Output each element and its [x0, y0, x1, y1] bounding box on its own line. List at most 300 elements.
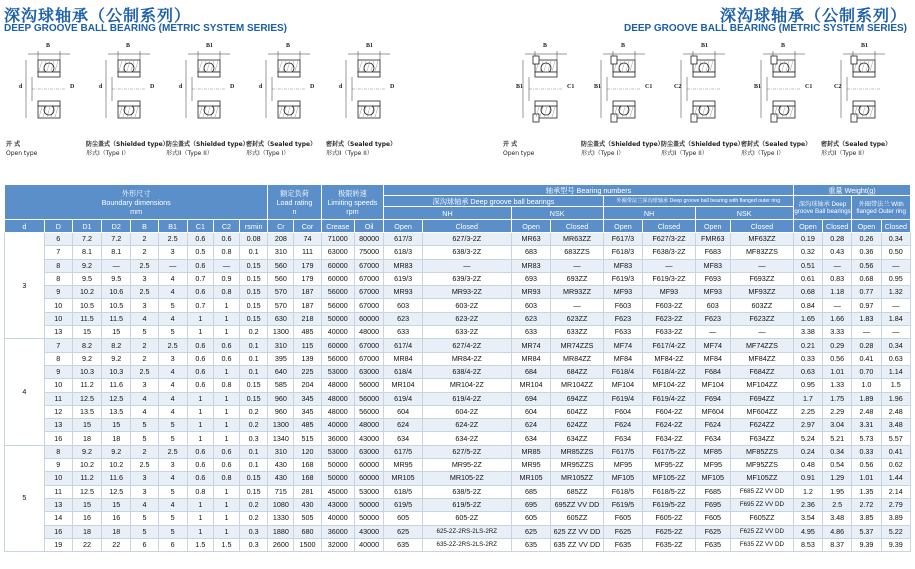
bearing-diagrams — [0, 42, 915, 172]
table-cell: 12 — [44, 405, 72, 418]
table-cell: F618/5 — [603, 485, 643, 498]
table-cell: 2.97 — [793, 419, 822, 432]
table-cell: 0.1 — [240, 459, 268, 472]
table-cell: 0.84 — [793, 299, 822, 312]
table-cell: 4 — [158, 365, 187, 378]
table-cell: 0.95 — [881, 272, 910, 285]
column-header: rsmin — [240, 220, 268, 233]
diagram-caption-form: Open type — [6, 149, 38, 157]
table-cell: 11 — [44, 392, 72, 405]
table-cell: 4 — [131, 498, 158, 511]
column-header: D — [44, 220, 72, 233]
table-cell: 430 — [294, 498, 321, 511]
diagram-caption-type: 密封式（Sealed type） — [246, 141, 317, 148]
table-cell: 604 — [511, 405, 551, 418]
table-cell: 2 — [131, 339, 158, 352]
table-cell: 625 ZZ VV DD — [551, 525, 603, 538]
table-cell: 2.79 — [881, 498, 910, 511]
diagram-caption-form: Open type — [503, 149, 535, 157]
table-cell: 9 — [44, 286, 72, 299]
table-cell: — — [422, 259, 511, 272]
table-cell: 505 — [294, 512, 321, 525]
table-cell: 0.33 — [852, 445, 881, 458]
table-cell: 45000 — [321, 485, 354, 498]
column-header: C2 — [213, 220, 239, 233]
table-cell: 2.5 — [131, 259, 158, 272]
table-cell: 1340 — [268, 432, 294, 445]
header-load-en: Load rating — [276, 197, 313, 207]
table-cell: MF95 — [603, 459, 643, 472]
table-cell: 3.85 — [852, 512, 881, 525]
table-cell: 120 — [294, 445, 321, 458]
table-cell: 53000 — [321, 445, 354, 458]
table-cell: 0.2 — [240, 405, 268, 418]
table-cell: 617/4 — [384, 339, 423, 352]
header-boundary — [5, 185, 268, 220]
diagram-caption-form: 形式II（Type II） — [166, 149, 213, 157]
title-cn-right: 深沟球轴承（公制系列） — [719, 6, 907, 25]
diagram-dimension-label: d — [19, 84, 23, 90]
table-cell: MF83 — [695, 259, 731, 272]
table-cell: F684 — [695, 365, 731, 378]
table-cell: 0.6 — [187, 233, 213, 246]
diagram-dimension-label: B — [126, 43, 131, 49]
table-cell: 1.84 — [881, 312, 910, 325]
table-cell: 624-2Z — [422, 419, 511, 432]
table-cell: 635-2Z-2RS-2LS-2RZ — [422, 538, 511, 551]
column-header: Closed — [551, 220, 603, 233]
table-cell: 0.8 — [213, 246, 239, 259]
table-cell: 633 — [511, 326, 551, 339]
table-cell: 624 — [384, 419, 423, 432]
table-cell: 0.6 — [187, 472, 213, 485]
table-cell: 50000 — [321, 472, 354, 485]
table-cell: F624ZZ — [731, 419, 794, 432]
table-cell: 0.41 — [881, 445, 910, 458]
column-header: d — [5, 220, 45, 233]
table-cell: 1 — [213, 485, 239, 498]
table-cell: 4 — [158, 272, 187, 285]
diagram-dimension-label: d — [99, 84, 103, 90]
table-cell: 0.6 — [187, 259, 213, 272]
table-cell: MF85 — [695, 445, 731, 458]
table-cell: FMR63 — [695, 233, 731, 246]
table-cell: — — [881, 326, 910, 339]
table-cell: 10.6 — [102, 286, 131, 299]
table-cell: 1.5 — [213, 538, 239, 551]
table-cell: 619/4-2Z — [422, 392, 511, 405]
table-cell: 605 — [511, 512, 551, 525]
table-cell: 3.48 — [881, 419, 910, 432]
table-cell: — — [852, 326, 881, 339]
table-cell: 4 — [158, 379, 187, 392]
table-row — [5, 445, 911, 458]
table-cell: F618/3 — [603, 246, 643, 259]
table-cell: 693ZZ — [551, 272, 603, 285]
table-cell: 0.15 — [240, 299, 268, 312]
table-cell: 15 — [102, 498, 131, 511]
table-cell: 60000 — [321, 339, 354, 352]
table-cell: F617/5-2Z — [643, 445, 695, 458]
table-cell: 1 — [213, 365, 239, 378]
table-cell: 115 — [294, 339, 321, 352]
table-row — [5, 525, 911, 538]
table-cell: 11.2 — [72, 379, 101, 392]
table-row — [5, 246, 911, 259]
table-row — [5, 365, 911, 378]
table-cell: F619/3 — [603, 272, 643, 285]
table-cell: F605 — [695, 512, 731, 525]
table-cell: 604-2Z — [422, 405, 511, 418]
table-cell: MR93 — [511, 286, 551, 299]
table-cell: 603 — [511, 299, 551, 312]
table-cell: 218 — [294, 312, 321, 325]
table-cell: 310 — [268, 445, 294, 458]
table-cell: 0.2 — [240, 512, 268, 525]
table-cell: 1 — [213, 405, 239, 418]
table-cell: 56000 — [355, 392, 384, 405]
diagram-caption-type: 开 式 — [503, 141, 518, 148]
table-cell: MR84 — [511, 352, 551, 365]
table-cell: 7.2 — [72, 233, 101, 246]
table-cell: 633-2Z — [422, 326, 511, 339]
diagram-caption — [326, 141, 396, 158]
table-cell: 635 ZZ VV DD — [551, 538, 603, 551]
table-cell: 0.6 — [187, 445, 213, 458]
column-header: Closed — [643, 220, 695, 233]
table-cell: F618/5-2Z — [643, 485, 695, 498]
table-cell: 9.5 — [102, 272, 131, 285]
header-nh-1: NH — [384, 207, 511, 220]
table-cell: 0.15 — [240, 286, 268, 299]
table-cell: F603 — [603, 299, 643, 312]
table-cell: 0.41 — [852, 352, 881, 365]
table-cell: 56000 — [321, 352, 354, 365]
table-cell: 684ZZ — [551, 365, 603, 378]
table-cell: 9 — [44, 459, 72, 472]
table-cell: 635 — [384, 538, 423, 551]
table-cell: 60000 — [321, 259, 354, 272]
table-cell: 3.54 — [793, 512, 822, 525]
table-cell: 0.1 — [240, 445, 268, 458]
table-cell: 60000 — [321, 272, 354, 285]
table-cell: 9.2 — [72, 259, 101, 272]
table-cell: 619/4 — [384, 392, 423, 405]
table-cell: MF104ZZ — [731, 379, 794, 392]
table-cell: 1.2 — [793, 485, 822, 498]
table-cell: 634-2Z — [422, 432, 511, 445]
table-cell: 619/3 — [384, 272, 423, 285]
table-cell: 515 — [294, 432, 321, 445]
table-body — [5, 233, 911, 552]
table-row — [5, 419, 911, 432]
diagram-dimension-label: B1 — [594, 84, 602, 90]
table-cell: 5.37 — [852, 525, 881, 538]
table-cell: 630 — [268, 312, 294, 325]
table-cell: 9.2 — [102, 352, 131, 365]
table-cell: 56000 — [321, 286, 354, 299]
table-cell: MF63ZZ — [731, 233, 794, 246]
diagram-dimension-label: B1 — [206, 43, 214, 49]
table-cell: 187 — [294, 286, 321, 299]
table-cell: 625 — [384, 525, 423, 538]
diagram-dimension-label: B — [621, 43, 626, 49]
table-cell: 0.7 — [187, 272, 213, 285]
bore-diameter-cell: 5 — [5, 445, 45, 551]
diagram-dimension-label: D — [70, 84, 75, 90]
table-cell: 48000 — [321, 392, 354, 405]
table-cell: 5.24 — [793, 432, 822, 445]
table-cell: 1.01 — [852, 472, 881, 485]
table-cell: F635-2Z — [643, 538, 695, 551]
table-cell: 50000 — [321, 459, 354, 472]
table-cell: MF95-2Z — [643, 459, 695, 472]
table-cell: F605ZZ — [731, 512, 794, 525]
table-cell: 960 — [268, 392, 294, 405]
column-header: Cor — [294, 220, 321, 233]
table-cell: 3.89 — [881, 512, 910, 525]
table-cell: 50000 — [321, 312, 354, 325]
table-cell: 10 — [44, 472, 72, 485]
table-cell: MF84 — [603, 352, 643, 365]
table-cell: 43000 — [355, 432, 384, 445]
table-cell: 1 — [187, 392, 213, 405]
table-cell: 0.08 — [240, 233, 268, 246]
column-header: Oil — [355, 220, 384, 233]
table-cell: 623 — [384, 312, 423, 325]
table-cell: 1.35 — [852, 485, 881, 498]
header-load-unit: n — [292, 206, 297, 216]
table-cell: 603-2Z — [422, 299, 511, 312]
table-cell: 4 — [131, 392, 158, 405]
table-cell: MR104ZZ — [551, 379, 603, 392]
table-cell: 56000 — [321, 299, 354, 312]
table-cell: F624-2Z — [643, 419, 695, 432]
table-cell: MR95ZZS — [551, 459, 603, 472]
diagram-dimension-label: D — [150, 84, 155, 90]
table-cell: 4 — [158, 286, 187, 299]
table-cell: 0.34 — [823, 445, 852, 458]
table-cell: F625 — [603, 525, 643, 538]
diagram-caption-type: 密封式（Sealed type） — [741, 141, 812, 148]
table-cell: 60000 — [355, 459, 384, 472]
table-cell: 0.6 — [187, 339, 213, 352]
diagram-caption-type: 防尘盖式（Shielded type） — [661, 141, 744, 148]
table-cell: 19 — [44, 538, 72, 551]
table-cell: 625 — [511, 525, 551, 538]
table-cell: 2.36 — [793, 498, 822, 511]
column-header: B — [131, 220, 158, 233]
table-cell: F625-2Z — [643, 525, 695, 538]
table-cell: — — [643, 259, 695, 272]
table-cell: 0.8 — [187, 485, 213, 498]
table-cell: 10 — [44, 312, 72, 325]
table-cell: 680 — [294, 525, 321, 538]
table-cell: 0.8 — [213, 379, 239, 392]
table-cell: 624 — [511, 419, 551, 432]
table-cell: 1500 — [294, 538, 321, 551]
table-cell: 0.6 — [187, 459, 213, 472]
table-cell: 693 — [511, 272, 551, 285]
table-cell: 1.0 — [852, 379, 881, 392]
table-cell: 570 — [268, 286, 294, 299]
table-cell: 4 — [158, 405, 187, 418]
table-cell: 603 — [384, 299, 423, 312]
table-cell: 619/5-2Z — [422, 498, 511, 511]
table-cell: 281 — [294, 485, 321, 498]
diagram-dimension-label: B — [781, 43, 786, 49]
table-cell: 48000 — [355, 419, 384, 432]
table-cell: MF105-2Z — [643, 472, 695, 485]
table-cell: 1.95 — [823, 485, 852, 498]
table-cell: 604 — [384, 405, 423, 418]
table-cell: 60000 — [355, 472, 384, 485]
table-cell: — — [551, 259, 603, 272]
table-cell: MF93 — [695, 286, 731, 299]
table-row — [5, 538, 911, 551]
table-cell: 685ZZ — [551, 485, 603, 498]
table-cell: 139 — [294, 352, 321, 365]
header-boundary-cn: 外形尺寸 — [121, 188, 151, 198]
table-cell: 3 — [158, 352, 187, 365]
diagram-caption — [6, 141, 37, 158]
table-cell: 485 — [294, 419, 321, 432]
table-cell: F619/5 — [603, 498, 643, 511]
table-cell: MR104-2Z — [422, 379, 511, 392]
table-cell: 15 — [72, 326, 101, 339]
table-cell: 695 — [511, 498, 551, 511]
diagram-caption-form: 形式II（Type II） — [326, 149, 373, 157]
table-cell: 18 — [72, 525, 101, 538]
table-cell: 310 — [268, 339, 294, 352]
table-cell: 1 — [213, 299, 239, 312]
table-cell: 4.86 — [823, 525, 852, 538]
table-cell: 56000 — [355, 379, 384, 392]
table-cell: 0.68 — [793, 286, 822, 299]
diagram-dimension-label: B — [286, 43, 291, 49]
table-cell: 36000 — [321, 432, 354, 445]
title-en-left: DEEP GROOVE BALL BEARING (METRIC SYSTEM SERIES) — [4, 23, 287, 34]
table-cell: 56000 — [355, 405, 384, 418]
table-cell: 10.3 — [102, 365, 131, 378]
table-cell: 5.73 — [852, 432, 881, 445]
table-row — [5, 339, 911, 352]
table-cell: MF105 — [603, 472, 643, 485]
table-cell: 0.2 — [240, 498, 268, 511]
column-header: Open — [511, 220, 551, 233]
table-cell: 0.15 — [240, 392, 268, 405]
table-cell: MF95ZZS — [731, 459, 794, 472]
table-cell: 10.2 — [72, 459, 101, 472]
table-cell: 6 — [131, 538, 158, 551]
column-header: Open — [852, 220, 881, 233]
table-row — [5, 312, 911, 325]
table-cell: 0.6 — [213, 339, 239, 352]
table-cell: 4 — [131, 312, 158, 325]
diagram-caption — [581, 141, 664, 158]
table-cell: 1.7 — [793, 392, 822, 405]
table-cell: 67000 — [355, 352, 384, 365]
table-cell: 0.8 — [213, 472, 239, 485]
table-cell: 1880 — [268, 525, 294, 538]
table-cell: 18 — [102, 525, 131, 538]
table-cell: 1 — [187, 512, 213, 525]
table-row — [5, 498, 911, 511]
column-header: Open — [695, 220, 731, 233]
table-cell: 71000 — [321, 233, 354, 246]
table-cell: 8 — [44, 272, 72, 285]
header-weight-deep: 深沟球轴承 Deep groove Ball bearings — [793, 196, 852, 220]
column-header: Open — [793, 220, 822, 233]
table-cell: 684 — [511, 365, 551, 378]
table-cell: MR85 — [511, 445, 551, 458]
table-cell: 623-2Z — [422, 312, 511, 325]
table-cell: 18 — [102, 432, 131, 445]
table-cell: 0.43 — [823, 246, 852, 259]
table-cell: 2.5 — [131, 365, 158, 378]
table-cell: 685 — [511, 485, 551, 498]
table-cell: MR95-2Z — [422, 459, 511, 472]
table-cell: 22 — [72, 538, 101, 551]
table-cell: 10 — [44, 299, 72, 312]
table-cell: 187 — [294, 299, 321, 312]
table-cell: 0.63 — [793, 365, 822, 378]
table-cell: F624 — [695, 419, 731, 432]
table-cell: 640 — [268, 365, 294, 378]
header-flanged: 外圈带法兰深沟球轴承 Deep groove ball bearing with flanged outer ring — [603, 196, 793, 207]
table-cell: 0.33 — [793, 352, 822, 365]
table-cell: 16 — [44, 525, 72, 538]
table-cell: 560 — [268, 272, 294, 285]
table-cell: 624ZZ — [551, 419, 603, 432]
table-cell: F617/5 — [603, 445, 643, 458]
table-cell: 618/5 — [384, 485, 423, 498]
table-cell: 1 — [213, 498, 239, 511]
diagram-dimension-label: B — [46, 43, 51, 49]
table-cell: 63000 — [355, 365, 384, 378]
table-row — [5, 472, 911, 485]
table-cell: MF95 — [695, 459, 731, 472]
table-cell: — — [881, 259, 910, 272]
table-cell: F683 — [695, 246, 731, 259]
table-cell: MR93 — [384, 286, 423, 299]
table-cell: F625 — [695, 525, 731, 538]
table-cell: 5.57 — [881, 432, 910, 445]
table-cell: 9.2 — [72, 352, 101, 365]
table-cell: 14 — [44, 512, 72, 525]
table-cell: 5 — [158, 432, 187, 445]
table-cell: 638/4-2Z — [422, 365, 511, 378]
header-load-cn: 额定负荷 — [280, 188, 309, 198]
table-cell: MF604ZZ — [731, 405, 794, 418]
diagram-caption — [86, 141, 169, 158]
diagram-dimension-label: C1 — [567, 84, 575, 90]
table-cell: 12.5 — [72, 485, 101, 498]
table-cell: 9.2 — [102, 445, 131, 458]
table-cell: 0.50 — [881, 246, 910, 259]
table-cell: 2.5 — [158, 233, 187, 246]
table-row — [5, 485, 911, 498]
table-cell: 5.22 — [881, 525, 910, 538]
header-weight: 重量 Weight(g) — [793, 185, 910, 196]
table-cell: 0.36 — [852, 246, 881, 259]
table-cell: — — [731, 259, 794, 272]
diagram-caption-form: 形式I（Type I） — [246, 149, 290, 157]
table-cell: MF74ZZS — [731, 339, 794, 352]
table-cell: 715 — [268, 485, 294, 498]
table-row — [5, 272, 911, 285]
diagram-dimension-label: D — [390, 84, 395, 90]
